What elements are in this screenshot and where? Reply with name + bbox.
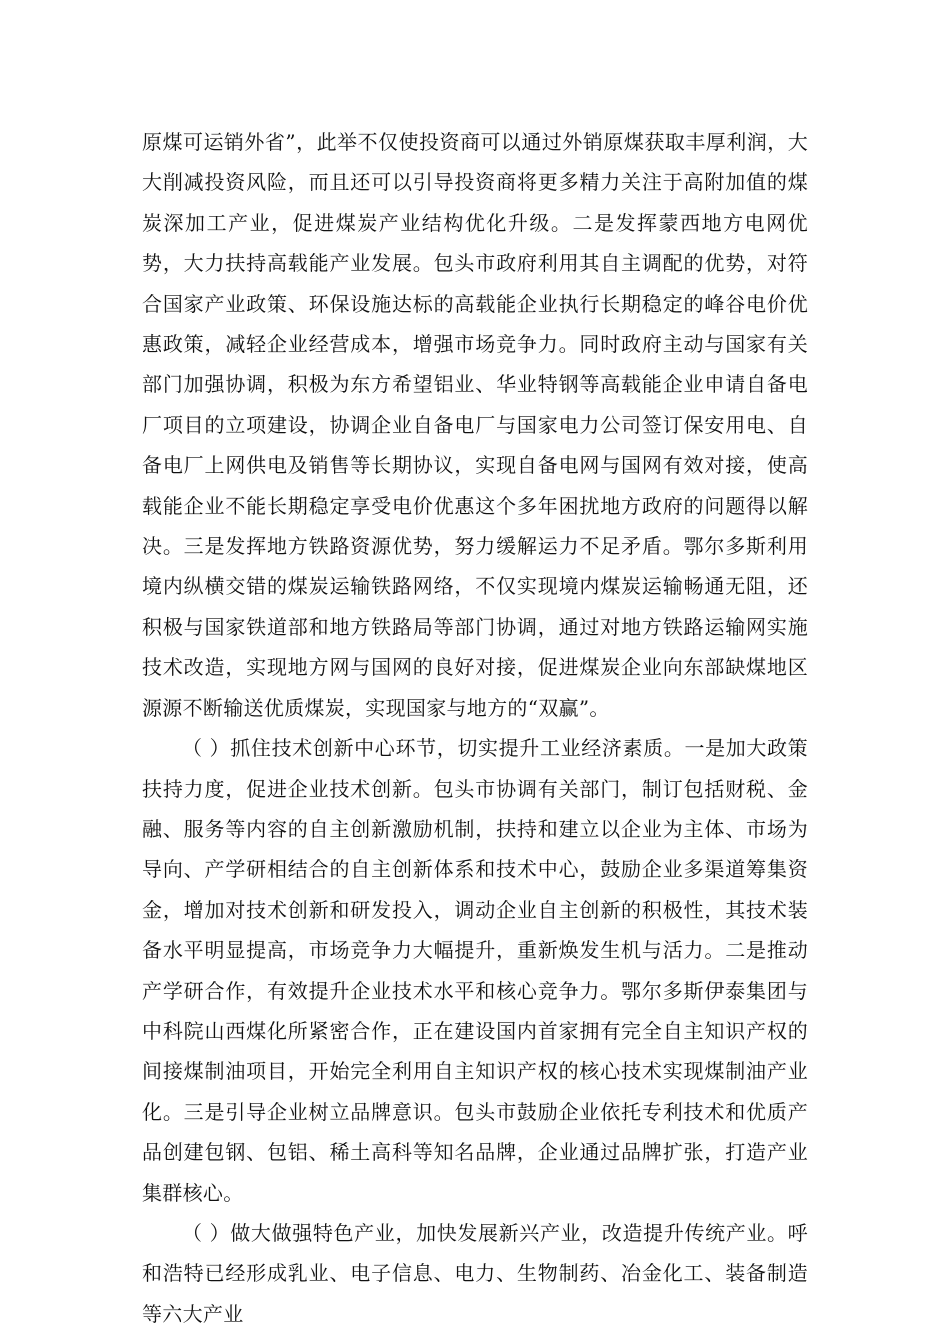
document-body xyxy=(142,122,808,1334)
paragraph-1: 原煤可运销外省”，此举不仅使投资商可以通过外销原煤获取丰厚利润，大大削减投资风险，而且还可以引导投资商将更多精力关注于高附加值的煤炭深加工产业，促进煤炭产业结构优化升级。二是发挥蒙西地方电网优势，大力扶持高载能产业发展。包头市政府利用其自主调配的优势，对符合国家产业政策、环保设施达标的高载能企业执行长期稳定的峰谷电价优惠政策，减轻企业经营成本，增强市场竞争力。同时政府主动与国家有关部门加强协调，积极为东方希望铝业、华业特钢等高载能企业申请自备电厂项目的立项建设，协调企业自备电厂与国家电力公司签订保安用电、自备电厂上网供电及销售等长期协议，实现自备电网与国网有效对接，使高载能企业不能长期稳定享受电价优惠这个多年困扰地方政府的问题得以解决。三是发挥地方铁路资源优势，努力缓解运力不足矛盾。鄂尔多斯利用境内纵横交错的煤炭运输铁路网络，不仅实现境内煤炭运输畅通无阻，还积极与国家铁道部和地方铁路局等部门协调，通过对地方铁路运输网实施技术改造，实现地方网与国网的良好对接，促进煤炭企业向东部缺煤地区源源不断输送优质煤炭，实现国家与地方的“双赢”。 xyxy=(142,130,808,720)
paragraph-3: （ ）做大做强特色产业，加快发展新兴产业，改造提升传统产业。呼和浩特已经形成乳业、电子信息、电力、生物制药、冶金化工、装备制造等六大产业 xyxy=(142,1220,808,1326)
paragraph-2: （ ）抓住技术创新中心环节，切实提升工业经济素质。一是加大政策扶持力度，促进企业技术创新。包头市协调有关部门，制订包括财税、金融、服务等内容的自主创新激励机制，扶持和建立以企业为主体、市场为导向、产学研相结合的自主创新体系和技术中心，鼓励企业多渠道筹集资金，增加对技术创新和研发投入，调动企业自主创新的积极性，其技术装备水平明显提高，市场竞争力大幅提升，重新焕发生机与活力。二是推动产学研合作，有效提升企业技术水平和核心竞争力。鄂尔多斯伊泰集团与中科院山西煤化所紧密合作，正在建设国内首家拥有完全自主知识产权的间接煤制油项目，开始完全利用自主知识产权的核心技术实现煤制油产业化。三是引导企业树立品牌意识。包头市鼓励企业依托专利技术和优质产品创建包钢、包铝、稀土高科等知名品牌，企业通过品牌扩张，打造产业集群核心。 xyxy=(142,736,808,1205)
